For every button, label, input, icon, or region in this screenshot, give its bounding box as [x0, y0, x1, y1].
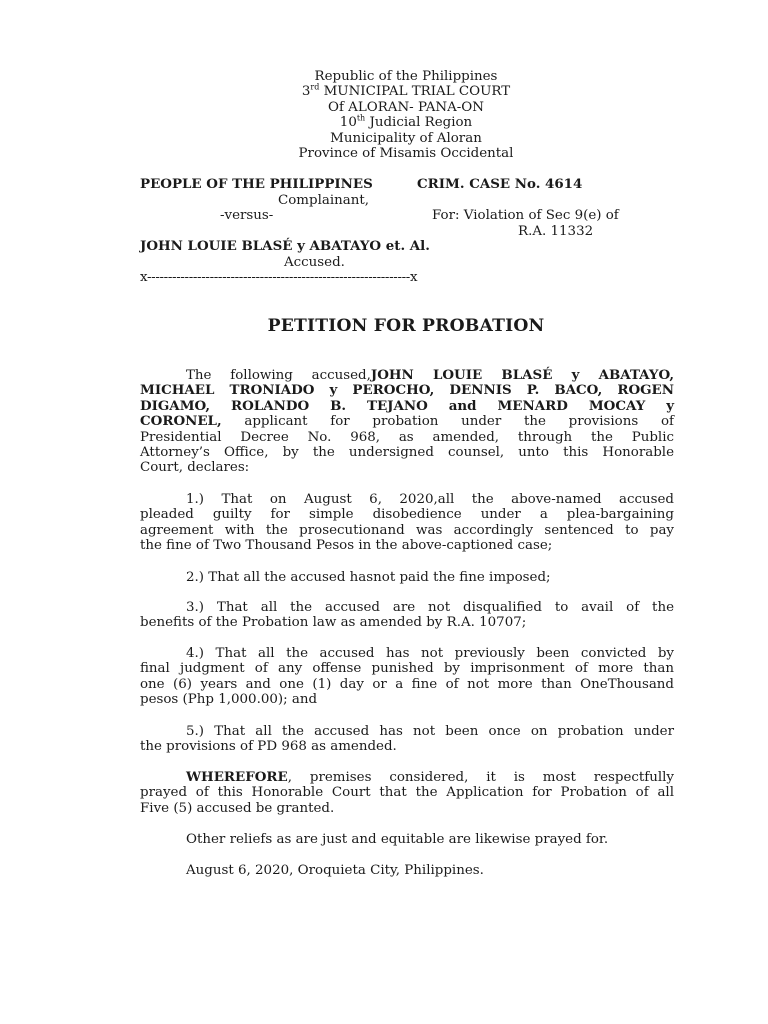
intro-line [140, 414, 674, 429]
item-4 [140, 646, 674, 708]
header-court-num: 3 [301, 84, 311, 99]
item-4-line: final judgment of any offense punished by imprisonment of more than [140, 661, 674, 677]
item-5 [140, 724, 674, 755]
caption-accused-role: Accused. [284, 255, 345, 270]
intro-accused-last: CORONEL, [140, 413, 222, 430]
caption-for-line1: For: Violation of Sec 9(e) of [432, 208, 619, 223]
other-reliefs: Other reliefs as are just and equitable are likewise prayed for. [186, 832, 609, 847]
caption-complainant-role: Complainant, [278, 193, 369, 208]
caption-accused-name: JOHN LOUIE BLASÉ y ABATAYO et. Al. [140, 238, 430, 254]
intro-applicant-text: applicant for probation under the provisions of [221, 414, 674, 430]
item-1-line: the fine of Two Thousand Pesos in the above-captioned case; [140, 538, 553, 554]
prayer-line: prayed of this Honorable Court that the Application for Probation of all [140, 785, 674, 801]
caption-versus: -versus- [220, 208, 274, 223]
item-4-line: pesos (Php 1,000.00); and [140, 692, 318, 708]
header-region-num: 10 [339, 115, 357, 130]
caption-plaintiff: PEOPLE OF THE PHILIPPINES [140, 176, 373, 192]
caption-divider: x---------------------------------------------------------------x [140, 270, 418, 285]
item-4-line: one (6) years and one (1) day or a fine of not more than OneThousand [140, 676, 674, 692]
header-location: Of ALORAN- PANA-ON [327, 100, 485, 115]
prayer-wherefore: WHEREFORE [186, 769, 288, 785]
intro-line: Presidential Decree No. 968, as amended, through the Public [140, 429, 674, 445]
date-place: August 6, 2020, Oroquieta City, Philippines. [186, 863, 484, 878]
header-court [0, 84, 768, 100]
item-1 [140, 492, 674, 554]
item-1-line: pleaded guilty for simple disobedience under a plea-bargaining [140, 507, 674, 523]
intro-line [140, 368, 674, 383]
intro-accused-first: JOHN LOUIE BLASÉ y ABATAYO, [370, 367, 675, 383]
prayer-line [140, 770, 674, 785]
item-2: 2.) That all the accused hasnot paid the fine imposed; [186, 570, 551, 585]
header-republic: Republic of the Philippines [314, 69, 498, 84]
caption-case-number: CRIM. CASE No. 4614 [417, 176, 583, 192]
intro-paragraph [140, 368, 674, 476]
header-court-rest: MUNICIPAL TRIAL COURT [319, 84, 511, 99]
item-5-line: the provisions of PD 968 as amended. [140, 739, 397, 755]
item-3-line: benefits of the Probation law as amended by R.A. 10707; [140, 615, 527, 631]
document-title: PETITION FOR PROBATION [267, 316, 545, 336]
item-1-line: 1.) That on August 6, 2020,all the above-named accused [186, 492, 674, 507]
prayer-paragraph [140, 770, 674, 816]
intro-line: Court, declares: [140, 460, 250, 476]
header-region-rest: Judicial Region [365, 115, 473, 130]
header-court-sup: rd [310, 82, 320, 92]
intro-line: Attorney’s Office, by the undersigned counsel, unto this Honorable [140, 445, 674, 461]
intro-lead: The following accused, [186, 368, 371, 383]
header-region-sup: th [356, 113, 366, 123]
item-3-line: 3.) That all the accused are not disqualified to avail of the [186, 600, 674, 615]
header-province: Province of Misamis Occidental [298, 146, 514, 161]
item-4-line: 4.) That all the accused has not previously been convicted by [186, 646, 674, 661]
caption-for-line2: R.A. 11332 [518, 224, 594, 239]
prayer-lead: , premises considered, it is most respectfully [287, 770, 674, 785]
header-region [0, 115, 768, 131]
item-5-line: 5.) That all the accused has not been once on probation under [186, 724, 674, 739]
item-3 [140, 600, 674, 631]
prayer-line: Five (5) accused be granted. [140, 800, 335, 816]
header-municipality: Municipality of Aloran [330, 131, 482, 146]
item-1-line: agreement with the prosecutionand was accordingly sentenced to pay [140, 522, 674, 538]
intro-line: DIGAMO, ROLANDO B. TEJANO and MENARD MOCAY y [140, 397, 674, 414]
intro-line: MICHAEL TRONIADO y PEROCHO, DENNIS P. BACO, ROGEN [140, 382, 674, 399]
